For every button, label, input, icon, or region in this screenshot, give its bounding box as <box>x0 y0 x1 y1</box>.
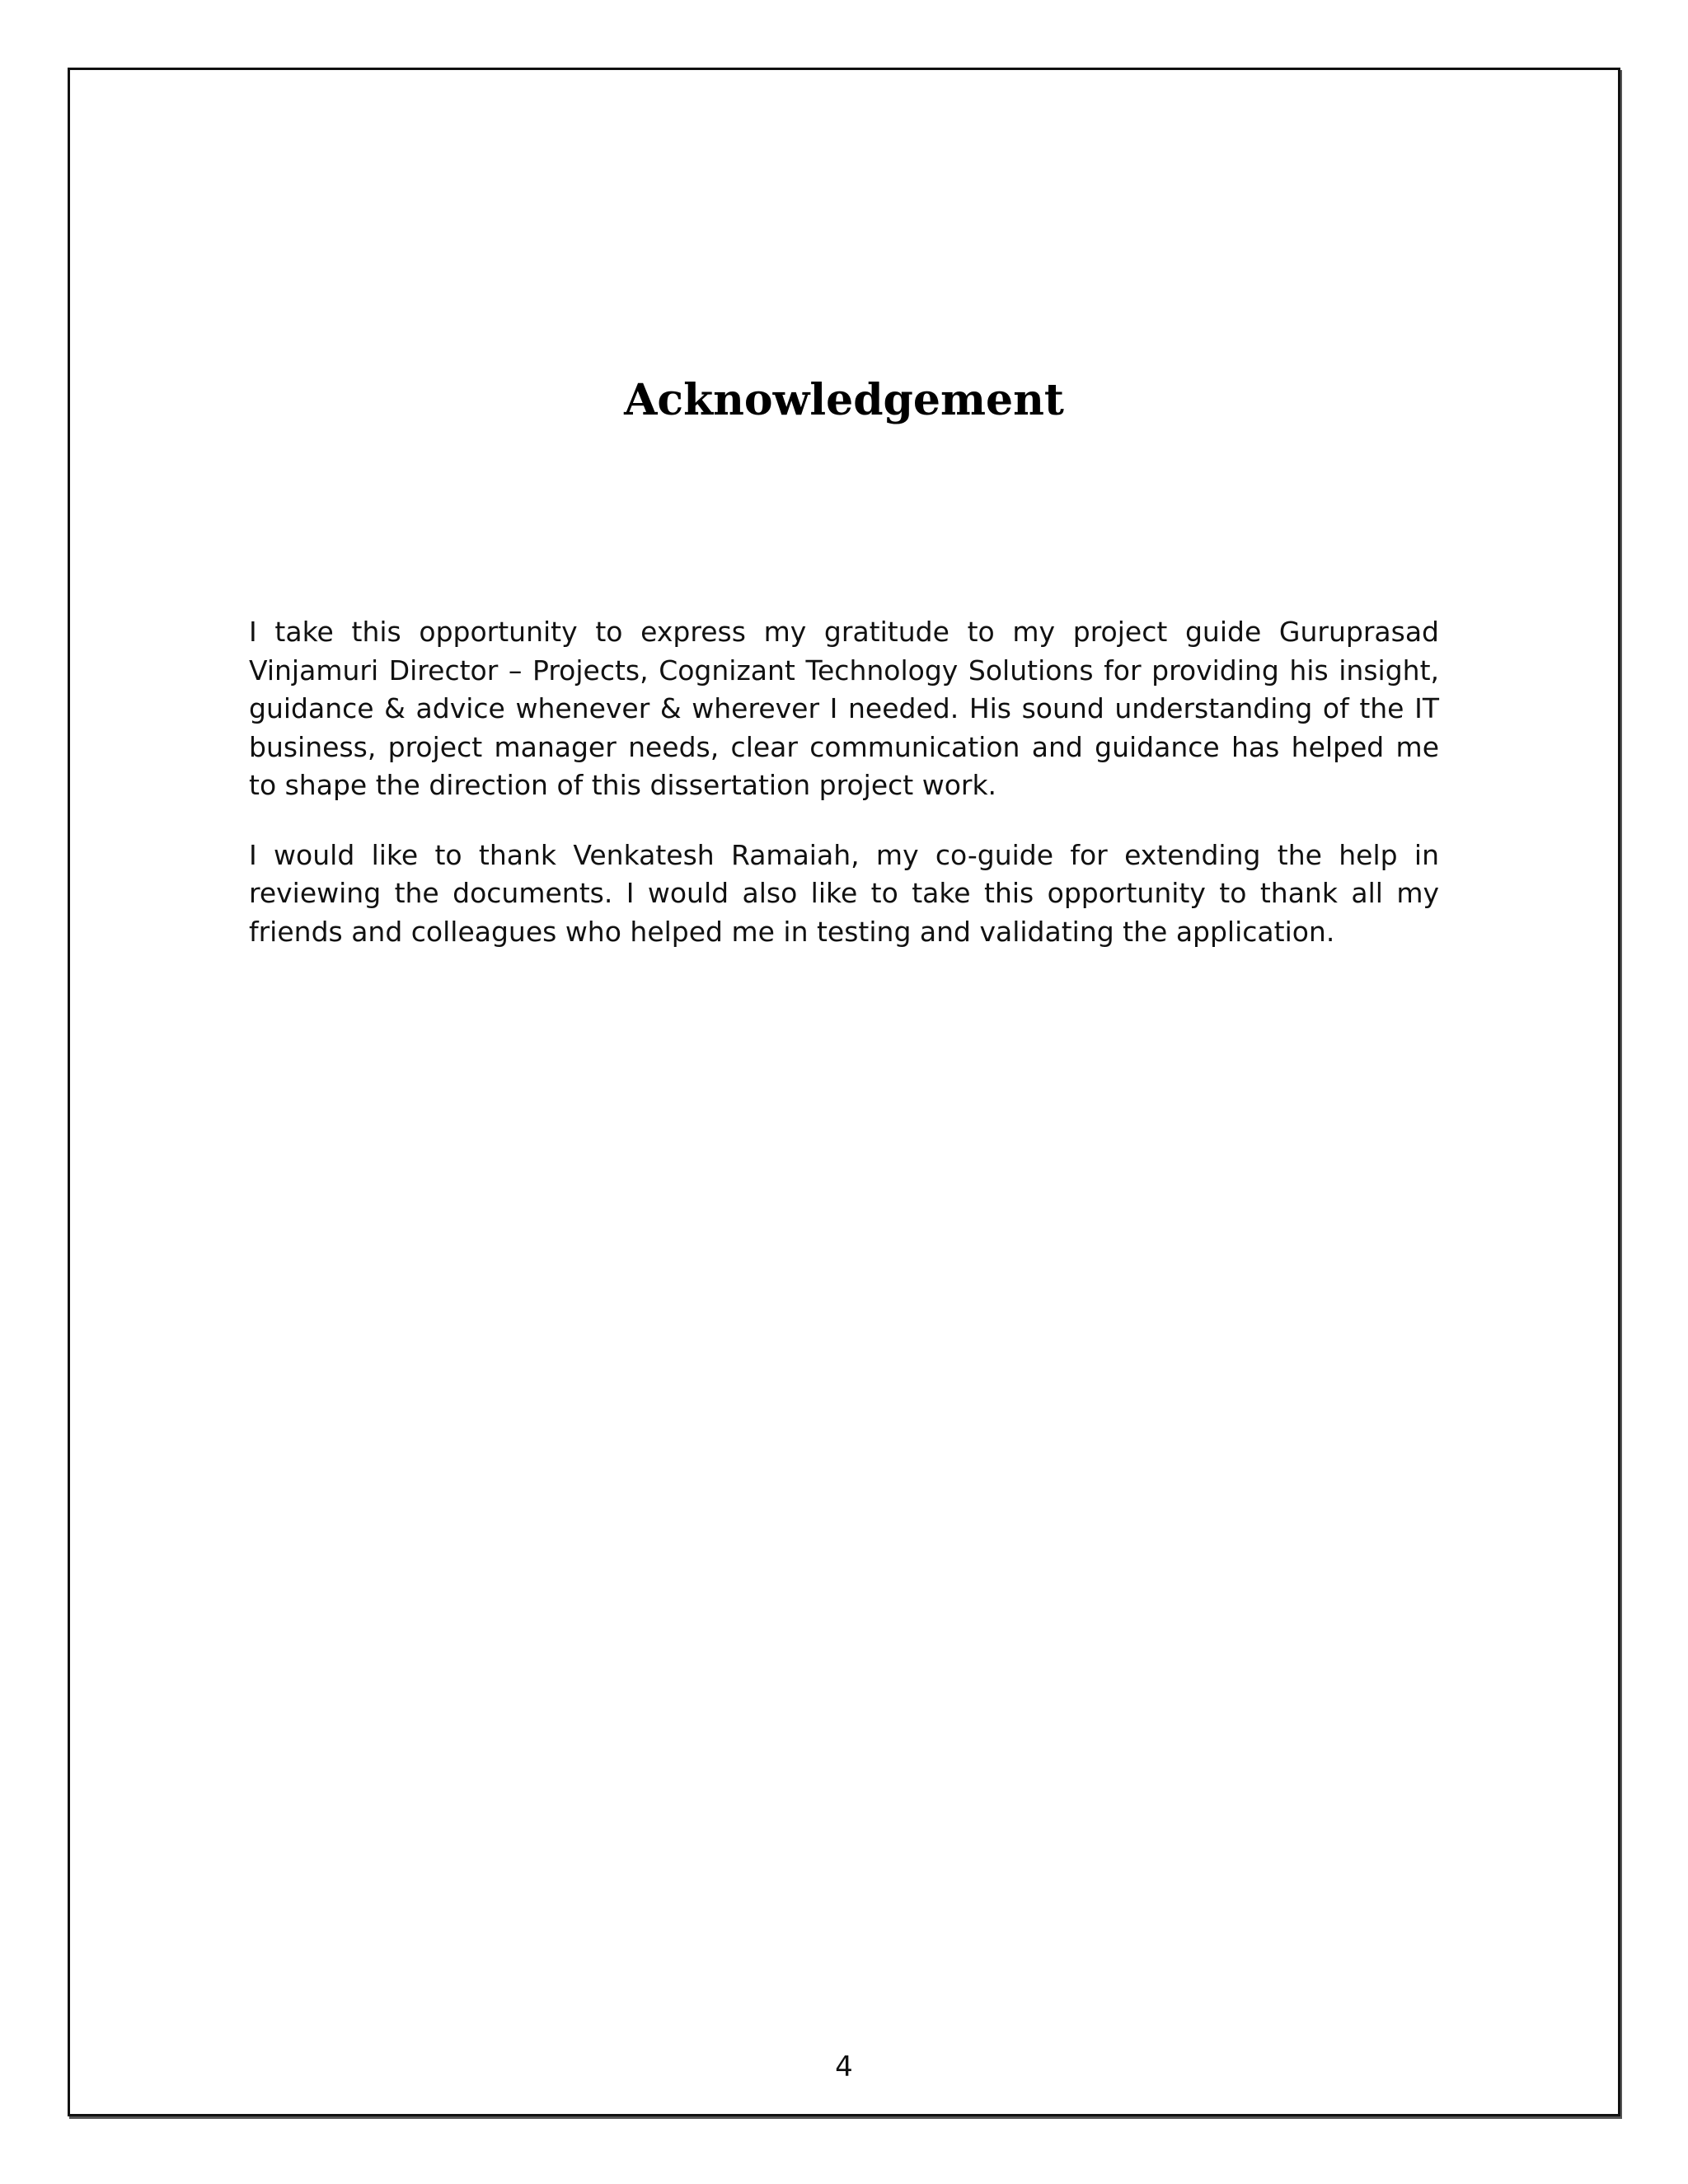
page-number: 4 <box>835 2050 853 2083</box>
acknowledgement-body <box>249 613 1439 982</box>
paragraph-2: I would like to thank Venkatesh Ramaiah, my co-guide for extending the help in reviewing the documents. I would also like to take this opportunity to thank all my friends and colleagues who helped me in testing and validating the application. <box>249 838 1439 948</box>
paragraph-1: I take this opportunity to express my gratitude to my project guide Guruprasad Vinjamuri Director – Projects, Cognizant Technology Solutions for providing his insight, guidance & advice whenever & wherever I needed. His sound understanding of the IT business, project manager needs, clear communication and guidance has helped me to shape the direction of this dissertation project work. <box>249 616 1439 801</box>
page-title: Acknowledgement <box>624 375 1064 425</box>
